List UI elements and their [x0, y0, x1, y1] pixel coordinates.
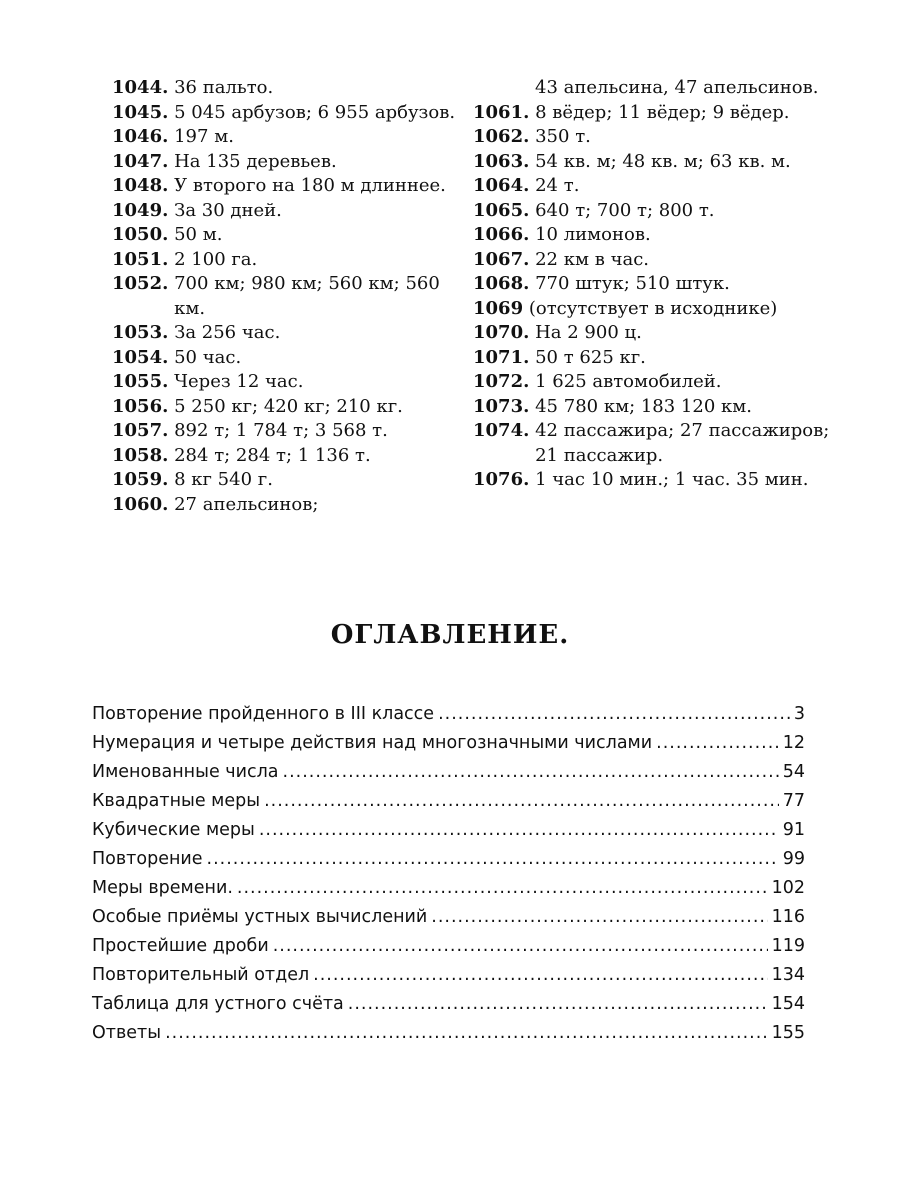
toc-entry-page: 154: [771, 994, 805, 1014]
toc-title: ОГЛАВЛЕНИЕ.: [330, 620, 570, 650]
toc-entry[interactable]: [92, 700, 805, 729]
answer-text: 10 лимонов.: [535, 224, 651, 245]
answer-item: [112, 370, 467, 395]
answer-number: 1059.: [112, 469, 169, 490]
answer-item: [112, 346, 467, 371]
toc-entry-page: 77: [782, 791, 805, 811]
toc-entry-label: Простейшие дроби: [92, 936, 269, 956]
toc-entry-label: Повторительный отдел: [92, 965, 310, 985]
toc-entry-page: 155: [771, 1023, 805, 1043]
answer-item: [112, 248, 467, 273]
answer-item: [112, 223, 467, 248]
answer-item: [112, 493, 467, 518]
answer-item: [473, 174, 833, 199]
answer-item: [112, 272, 467, 321]
answer-text: 50 т 625 кг.: [535, 346, 646, 368]
table-of-contents: [92, 700, 805, 1048]
answer-item: [473, 370, 833, 395]
toc-entry[interactable]: [92, 874, 805, 903]
answer-text: 5 045 арбузов; 6 955 арбузов.: [174, 101, 456, 123]
toc-entry-label: Меры времени.: [92, 878, 233, 898]
answer-item: [473, 248, 833, 273]
toc-entry-page: 134: [771, 965, 805, 985]
answer-text: 1 625 автомобилей.: [535, 371, 722, 392]
toc-entry-page: 91: [782, 820, 805, 840]
toc-entry-page: 3: [793, 704, 805, 724]
toc-entry-page: 102: [771, 878, 805, 898]
answer-text: У второго на 180 м длиннее.: [174, 175, 446, 196]
answer-item: [112, 468, 467, 493]
answer-number: 1064.: [473, 175, 530, 196]
toc-entry[interactable]: [92, 845, 805, 874]
toc-entry-label: Повторение пройденного в III классе: [92, 704, 435, 724]
answer-item: [112, 150, 467, 175]
toc-entry-label: Квадратные меры: [92, 791, 261, 811]
toc-entry[interactable]: [92, 729, 805, 758]
answer-number: 1061.: [473, 101, 530, 123]
toc-entry[interactable]: [92, 961, 805, 990]
toc-entry-page: 54: [782, 762, 805, 782]
answer-number: 1067.: [473, 248, 530, 270]
toc-entry-label: Повторение: [92, 849, 203, 869]
answer-number: 1047.: [112, 150, 169, 172]
answer-text: 2 100 га.: [174, 248, 258, 270]
answer-item: [473, 395, 833, 420]
answers-column-right: [473, 76, 833, 493]
answer-number: 1060.: [112, 493, 169, 515]
answer-number: 1070.: [473, 322, 530, 343]
toc-leader-dots: [656, 729, 779, 758]
answer-number: 1072.: [473, 371, 530, 392]
answer-item: [473, 272, 833, 297]
answer-number: 1048.: [112, 175, 169, 196]
answer-text: 45 780 км; 183 120 км.: [535, 395, 752, 417]
answers-column-left: [112, 76, 467, 517]
answers-section: [0, 76, 900, 546]
toc-leader-dots: [207, 845, 779, 874]
answer-number: 1053.: [112, 322, 169, 343]
answer-text: 284 т; 284 т; 1 136 т.: [174, 444, 371, 466]
toc-entry-label: Особые приёмы устных вычислений: [92, 907, 428, 927]
answer-text: 8 вёдер; 11 вёдер; 9 вёдер.: [535, 101, 790, 123]
toc-entry[interactable]: [92, 787, 805, 816]
answer-text: 892 т; 1 784 т; 3 568 т.: [174, 420, 388, 441]
answer-text: 640 т; 700 т; 800 т.: [535, 199, 715, 221]
answer-number: 1056.: [112, 395, 169, 417]
answer-item: [473, 223, 833, 248]
toc-entry-label: Таблица для устного счёта: [92, 994, 344, 1014]
toc-leader-dots: [438, 700, 790, 729]
toc-entry[interactable]: [92, 816, 805, 845]
toc-entry[interactable]: [92, 932, 805, 961]
answer-text: 27 апельсинов;: [174, 493, 319, 515]
answer-item: [473, 150, 833, 175]
toc-entry[interactable]: [92, 1019, 805, 1048]
answer-item: [112, 321, 467, 346]
toc-entry[interactable]: [92, 990, 805, 1019]
answer-number: 1065.: [473, 199, 530, 221]
answer-item: [112, 174, 467, 199]
answer-item: [473, 419, 833, 468]
answer-number: 1044.: [112, 77, 169, 98]
answer-number: 1051.: [112, 248, 169, 270]
answer-item: [473, 199, 833, 224]
toc-leader-dots: [283, 758, 779, 787]
answer-number: 1063.: [473, 150, 530, 172]
answer-number: 1062.: [473, 126, 530, 147]
answer-item: [112, 395, 467, 420]
answer-text: 8 кг 540 г.: [174, 469, 273, 490]
answer-item: [473, 125, 833, 150]
answer-text: 54 кв. м; 48 кв. м; 63 кв. м.: [535, 150, 791, 172]
toc-entry-label: Ответы: [92, 1023, 162, 1043]
toc-leader-dots: [165, 1019, 768, 1048]
answer-item: [473, 321, 833, 346]
toc-leader-dots: [273, 932, 768, 961]
answer-number: 1068.: [473, 273, 530, 294]
toc-entry-page: 99: [782, 849, 805, 869]
answer-item: [112, 419, 467, 444]
answer-text: 50 час.: [174, 346, 242, 368]
toc-entry-label: Кубические меры: [92, 820, 255, 840]
toc-entry[interactable]: [92, 903, 805, 932]
toc-entry-label: Нумерация и четыре действия над многозначными числами: [92, 733, 653, 753]
answer-item: [112, 101, 467, 126]
answer-number: 1050.: [112, 224, 169, 245]
answer-number: 1076.: [473, 469, 530, 490]
answer-number: 1049.: [112, 199, 169, 221]
answer-number: 1055.: [112, 371, 169, 392]
answer-text: Через 12 час.: [174, 371, 304, 392]
answer-number: 1045.: [112, 101, 169, 123]
answer-text: 36 пальто.: [174, 77, 274, 98]
toc-leader-dots: [259, 816, 779, 845]
answer-item: [473, 468, 833, 493]
answer-item: [112, 444, 467, 469]
answer-text: (отсутствует в исходнике): [528, 297, 778, 319]
toc-entry-page: 12: [782, 733, 805, 753]
answer-text: За 256 час.: [174, 322, 281, 343]
answer-text: 24 т.: [535, 175, 580, 196]
answer-number: 1069: [473, 297, 524, 319]
toc-leader-dots: [237, 874, 768, 903]
answer-number: 1057.: [112, 420, 169, 441]
answer-continuation: 43 апельсина, 47 апельсинов.: [535, 77, 819, 98]
answer-text: На 2 900 ц.: [535, 322, 642, 343]
answer-item: [473, 101, 833, 126]
answer-item: [112, 125, 467, 150]
answer-text: 770 штук; 510 штук.: [535, 273, 730, 294]
answer-item: [112, 76, 467, 101]
answer-number: 1071.: [473, 346, 530, 368]
toc-leader-dots: [313, 961, 767, 990]
answer-number: 1074.: [473, 420, 530, 441]
answer-text: 22 км в час.: [535, 248, 649, 270]
toc-entry[interactable]: [92, 758, 805, 787]
answer-text: 1 час 10 мин.; 1 час. 35 мин.: [535, 469, 809, 490]
toc-leader-dots: [431, 903, 767, 932]
toc-entry-label: Именованные числа: [92, 762, 279, 782]
toc-entry-page: 116: [771, 907, 805, 927]
answer-number: 1054.: [112, 346, 169, 368]
toc-leader-dots: [264, 787, 779, 816]
toc-leader-dots: [348, 990, 768, 1019]
answer-number: 1052.: [112, 273, 169, 294]
answer-number: 1058.: [112, 444, 169, 466]
answer-text: 700 км; 980 км; 560 км; 560 км.: [174, 273, 440, 319]
answer-text: 350 т.: [535, 126, 591, 147]
answer-text: 197 м.: [174, 126, 234, 147]
answer-text: 5 250 кг; 420 кг; 210 кг.: [174, 395, 403, 417]
toc-entry-page: 119: [771, 936, 805, 956]
answer-text: За 30 дней.: [174, 199, 282, 221]
answer-number: 1073.: [473, 395, 530, 417]
answer-item: [473, 346, 833, 371]
answer-text: На 135 деревьев.: [174, 150, 337, 172]
answer-text: 42 пассажира; 27 пассажиров; 21 пассажир.: [535, 420, 830, 466]
answer-item: [473, 297, 833, 322]
answer-text: 50 м.: [174, 224, 223, 245]
answer-item: [112, 199, 467, 224]
answer-number: 1066.: [473, 224, 530, 245]
answer-number: 1046.: [112, 126, 169, 147]
